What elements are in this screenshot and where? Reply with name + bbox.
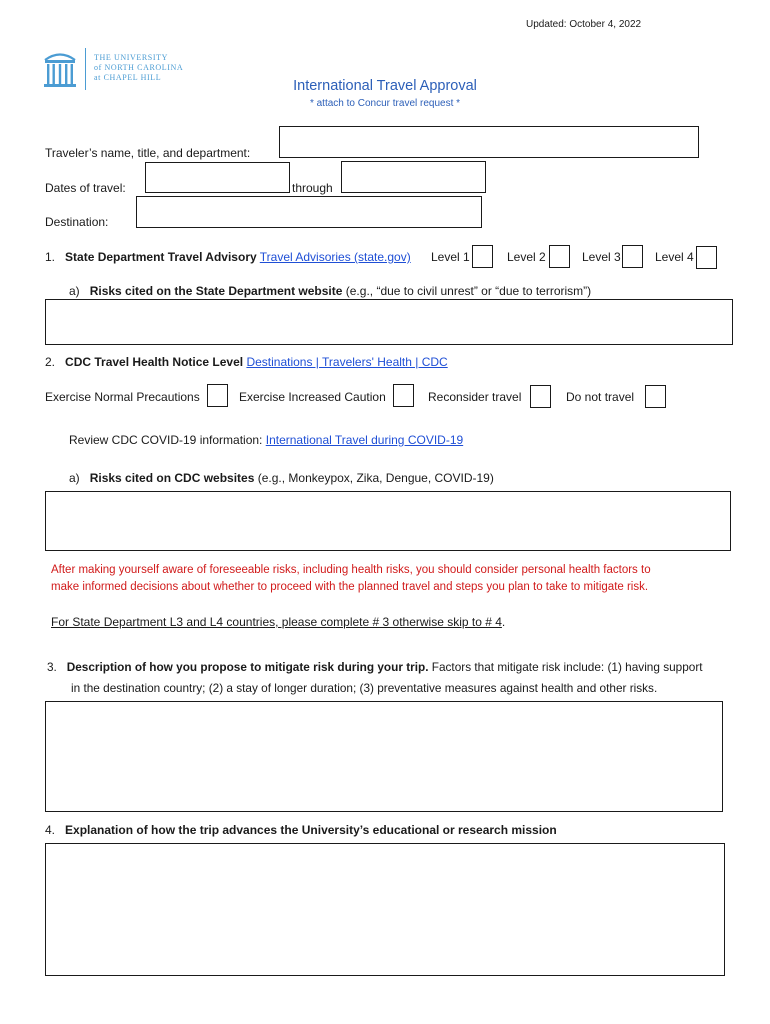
section-3-factors: Factors that mitigate risk include: (1) having support bbox=[431, 660, 703, 674]
covid-travel-link[interactable]: International Travel during COVID-19 bbox=[265, 433, 464, 447]
health-notice-line-2: make informed decisions about whether to proceed with the planned travel and steps you plan to take to mitigate risk. bbox=[51, 581, 649, 593]
level-1-label: Level 1 bbox=[431, 250, 470, 264]
dates-label: Dates of travel: bbox=[45, 181, 126, 195]
option-normal-label: Exercise Normal Precautions bbox=[45, 390, 200, 404]
covid-info-line bbox=[69, 433, 463, 447]
instruction-line bbox=[51, 615, 505, 629]
logo-line-3: at CHAPEL HILL bbox=[94, 73, 162, 82]
section-2a-heading bbox=[69, 471, 494, 485]
page-subtitle: * attach to Concur travel request * bbox=[309, 98, 461, 109]
option-reconsider-label: Reconsider travel bbox=[428, 390, 522, 404]
section-1-heading bbox=[45, 250, 411, 264]
section-1a-label: Risks cited on the State Department website bbox=[89, 284, 343, 298]
option-reconsider-checkbox[interactable] bbox=[530, 385, 551, 408]
mitigation-textarea[interactable] bbox=[45, 701, 723, 812]
section-2a-label: Risks cited on CDC websites bbox=[89, 471, 255, 485]
section-2a-letter: a) bbox=[69, 471, 80, 485]
section-1-number: 1. bbox=[45, 250, 56, 264]
logo-line-1: THE UNIVERSITY bbox=[94, 53, 168, 62]
section-4-number: 4. bbox=[45, 823, 56, 837]
option-do-not-travel-checkbox[interactable] bbox=[645, 385, 666, 408]
option-increased-checkbox[interactable] bbox=[393, 384, 414, 407]
cdc-destinations-link[interactable]: Destinations | Travelers' Health | CDC bbox=[246, 355, 448, 369]
traveler-input[interactable] bbox=[279, 126, 699, 158]
section-1a-letter: a) bbox=[69, 284, 80, 298]
instruction-text: For State Department L3 and L4 countries, please complete # 3 otherwise skip to # 4 bbox=[51, 615, 502, 629]
option-increased-label: Exercise Increased Caution bbox=[239, 390, 386, 404]
section-1-label: State Department Travel Advisory bbox=[65, 250, 257, 264]
updated-date: Updated: October 4, 2022 bbox=[526, 19, 642, 30]
destination-label: Destination: bbox=[45, 215, 109, 229]
page-title: International Travel Approval bbox=[293, 78, 477, 94]
level-1-checkbox[interactable] bbox=[472, 245, 493, 268]
section-2-number: 2. bbox=[45, 355, 56, 369]
section-3-number: 3. bbox=[47, 660, 57, 674]
section-1a-heading bbox=[69, 284, 591, 298]
section-2-heading bbox=[45, 355, 448, 369]
instruction-period: . bbox=[501, 615, 506, 629]
section-3-line-2: in the destination country; (2) a stay of longer duration; (3) preventative measures against health and other risks. bbox=[71, 681, 658, 695]
state-advisories-link[interactable]: Travel Advisories (state.gov) bbox=[259, 250, 411, 264]
cdc-risks-textarea[interactable] bbox=[45, 491, 731, 551]
level-2-label: Level 2 bbox=[507, 250, 546, 264]
date-end-input[interactable] bbox=[341, 161, 486, 193]
section-1a-hint: (e.g., “due to civil unrest” or “due to terrorism”) bbox=[345, 284, 592, 298]
state-risks-textarea[interactable] bbox=[45, 299, 733, 345]
option-do-not-travel-label: Do not travel bbox=[566, 390, 635, 404]
level-3-label: Level 3 bbox=[582, 250, 621, 264]
section-2a-hint: (e.g., Monkeypox, Zika, Dengue, COVID-19) bbox=[257, 471, 494, 485]
destination-input[interactable] bbox=[136, 196, 482, 228]
dates-through-label: through bbox=[292, 181, 333, 195]
option-normal-checkbox[interactable] bbox=[207, 384, 228, 407]
section-3-heading bbox=[47, 660, 703, 674]
level-3-checkbox[interactable] bbox=[622, 245, 643, 268]
section-4-heading bbox=[45, 823, 557, 837]
logo-line-2: of NORTH CAROLINA bbox=[94, 63, 184, 72]
health-notice-line-1: After making yourself aware of foreseeable risks, including health risks, you should consider personal health factors to bbox=[51, 564, 651, 576]
mission-textarea[interactable] bbox=[45, 843, 725, 976]
level-4-label: Level 4 bbox=[655, 250, 694, 264]
section-2-label: CDC Travel Health Notice Level bbox=[65, 355, 244, 369]
section-4-label: Explanation of how the trip advances the University’s educational or research mission bbox=[65, 823, 557, 837]
traveler-label: Traveler’s name, title, and department: bbox=[45, 146, 251, 160]
date-start-input[interactable] bbox=[145, 162, 290, 193]
health-notice bbox=[51, 562, 651, 596]
covid-info-text: Review CDC COVID-19 information: bbox=[69, 433, 263, 447]
level-4-checkbox[interactable] bbox=[696, 246, 717, 269]
section-3-label: Description of how you propose to mitigate risk during your trip. bbox=[66, 660, 429, 674]
level-2-checkbox[interactable] bbox=[549, 245, 570, 268]
